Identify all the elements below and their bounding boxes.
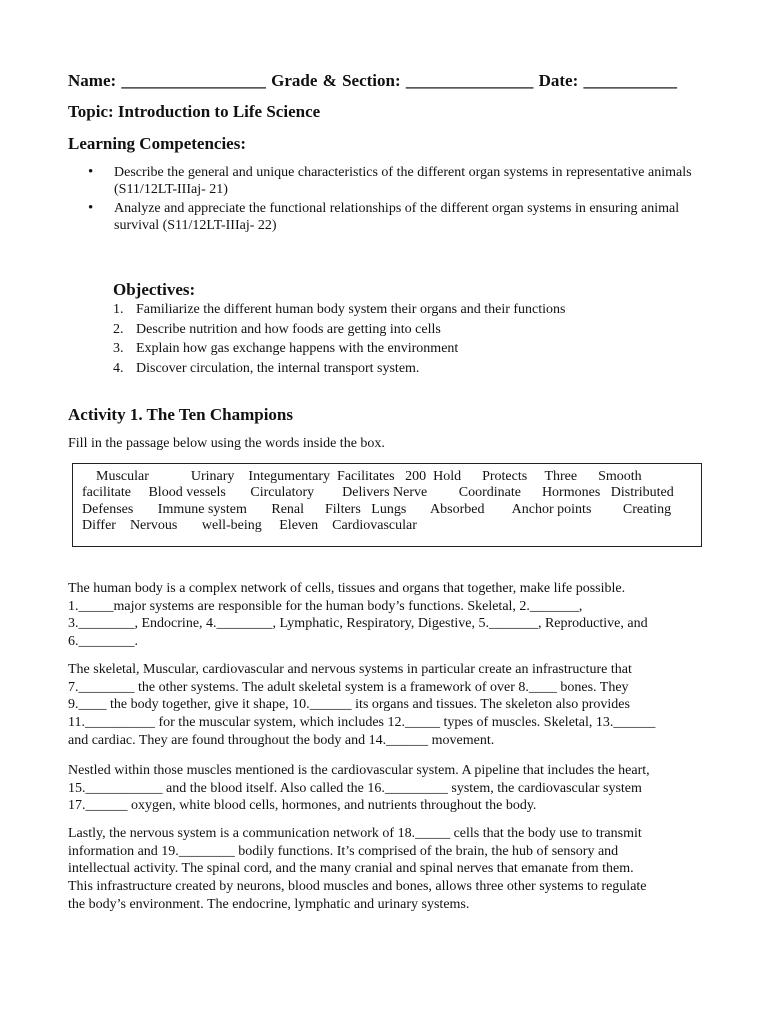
- passage-line: 6.________.: [68, 634, 138, 650]
- list-text: Familiarize the different human body system their organs and their functions: [136, 302, 566, 317]
- topic-heading: Topic: Introduction to Life Science: [68, 102, 321, 121]
- passage-line: 11.__________ for the muscular system, which includes 12._____ types of muscles. Skeletal, 13.______: [68, 715, 656, 731]
- passage-line: This infrastructure created by neurons, blood muscles and bones, allows three other systems to regulate: [68, 879, 647, 895]
- list-text: Discover circulation, the internal transport system.: [136, 360, 420, 376]
- list-number: 2.: [113, 321, 124, 337]
- passage-paragraph-3: [68, 762, 708, 815]
- list-item: [113, 300, 566, 320]
- passage-line: Nestled within those muscles mentioned is the cardiovascular system. A pipeline that includes the heart,: [68, 763, 650, 778]
- activity-title: Activity 1. The Ten Champions: [68, 405, 293, 424]
- competencies-list: [88, 164, 708, 236]
- passage-line: 17.______ oxygen, white blood cells, hormones, and nutrients throughout the body.: [68, 798, 537, 814]
- passage-line: The human body is a complex network of cells, tissues and organs that together, make life possible.: [68, 581, 626, 596]
- passage-line: information and 19.________ bodily functions. It’s comprised of the brain, the hub of sensory and: [68, 843, 619, 859]
- activity-instructions: Fill in the passage below using the words inside the box.: [68, 436, 385, 451]
- learning-competencies-heading: Learning Competencies:: [68, 134, 247, 153]
- word-bank-box: [72, 463, 702, 547]
- passage-paragraph-2: [68, 661, 708, 750]
- list-number: 1.: [113, 302, 124, 317]
- passage-line: The skeletal, Muscular, cardiovascular and nervous systems in particular create an infrastructure that: [68, 662, 632, 677]
- passage-paragraph-1: [68, 580, 708, 651]
- passage-line: 1._____major systems are responsible for the human body’s functions. Skeletal, 2._______,: [68, 598, 583, 614]
- word-bank-line: facilitate Blood vessels Circulatory Delivers Nerve Coordinate Hormones Distributed: [82, 485, 674, 500]
- list-text: Describe nutrition and how foods are getting into cells: [136, 321, 441, 337]
- list-item: • Describe the general and unique characteristics of the different organ systems in representative animals (S11/12LT-IIIaj- 21): [88, 164, 708, 198]
- passage-line: Lastly, the nervous system is a communication network of 18._____ cells that the body use to transmit: [68, 826, 642, 841]
- word-bank-line: Muscular Urinary Integumentary Facilitates 200 Hold Protects Three Smooth: [82, 469, 642, 484]
- passage-paragraph-4: [68, 825, 708, 914]
- passage-line: the body’s environment. The endocrine, lymphatic and urinary systems.: [68, 896, 470, 912]
- objectives-heading: Objectives:: [113, 280, 196, 299]
- passage-line: and cardiac. They are found throughout the body and 14.______ movement.: [68, 732, 495, 748]
- student-info-line: Name: _________________ Grade & Section: _______________ Date: ___________: [68, 71, 678, 90]
- passage-line: 7.________ the other systems. The adult skeletal system is a framework of over 8.____ bones. They: [68, 679, 629, 695]
- passage-line: 15.___________ and the blood itself. Also called the 16._________ system, the cardiovascular system: [68, 780, 642, 796]
- passage-line: intellectual activity. The spinal cord, and the many cranial and spinal nerves that emanate from them.: [68, 861, 634, 877]
- list-item: [113, 359, 566, 379]
- list-number: 3.: [113, 341, 124, 356]
- list-text: Explain how gas exchange happens with the environment: [136, 341, 459, 356]
- list-item: [113, 339, 566, 359]
- objectives-list: [113, 300, 566, 378]
- word-bank-line: Differ Nervous well-being Eleven Cardiovascular: [82, 518, 417, 533]
- passage-line: 9.____ the body together, give it shape, 10.______ its organs and tissues. The skeleton also provides: [68, 697, 630, 713]
- passage-line: 3.________, Endocrine, 4.________, Lymphatic, Respiratory, Digestive, 5._______, Reproductive, and: [68, 616, 648, 632]
- list-item: • Analyze and appreciate the functional relationships of the different organ systems in ensuring animal survival (S11/12LT-IIIaj- 22): [88, 200, 708, 234]
- word-bank-line: Defenses Immune system Renal Filters Lungs Absorbed Anchor points Creating: [82, 502, 672, 517]
- list-item: [113, 320, 566, 340]
- list-number: 4.: [113, 360, 124, 376]
